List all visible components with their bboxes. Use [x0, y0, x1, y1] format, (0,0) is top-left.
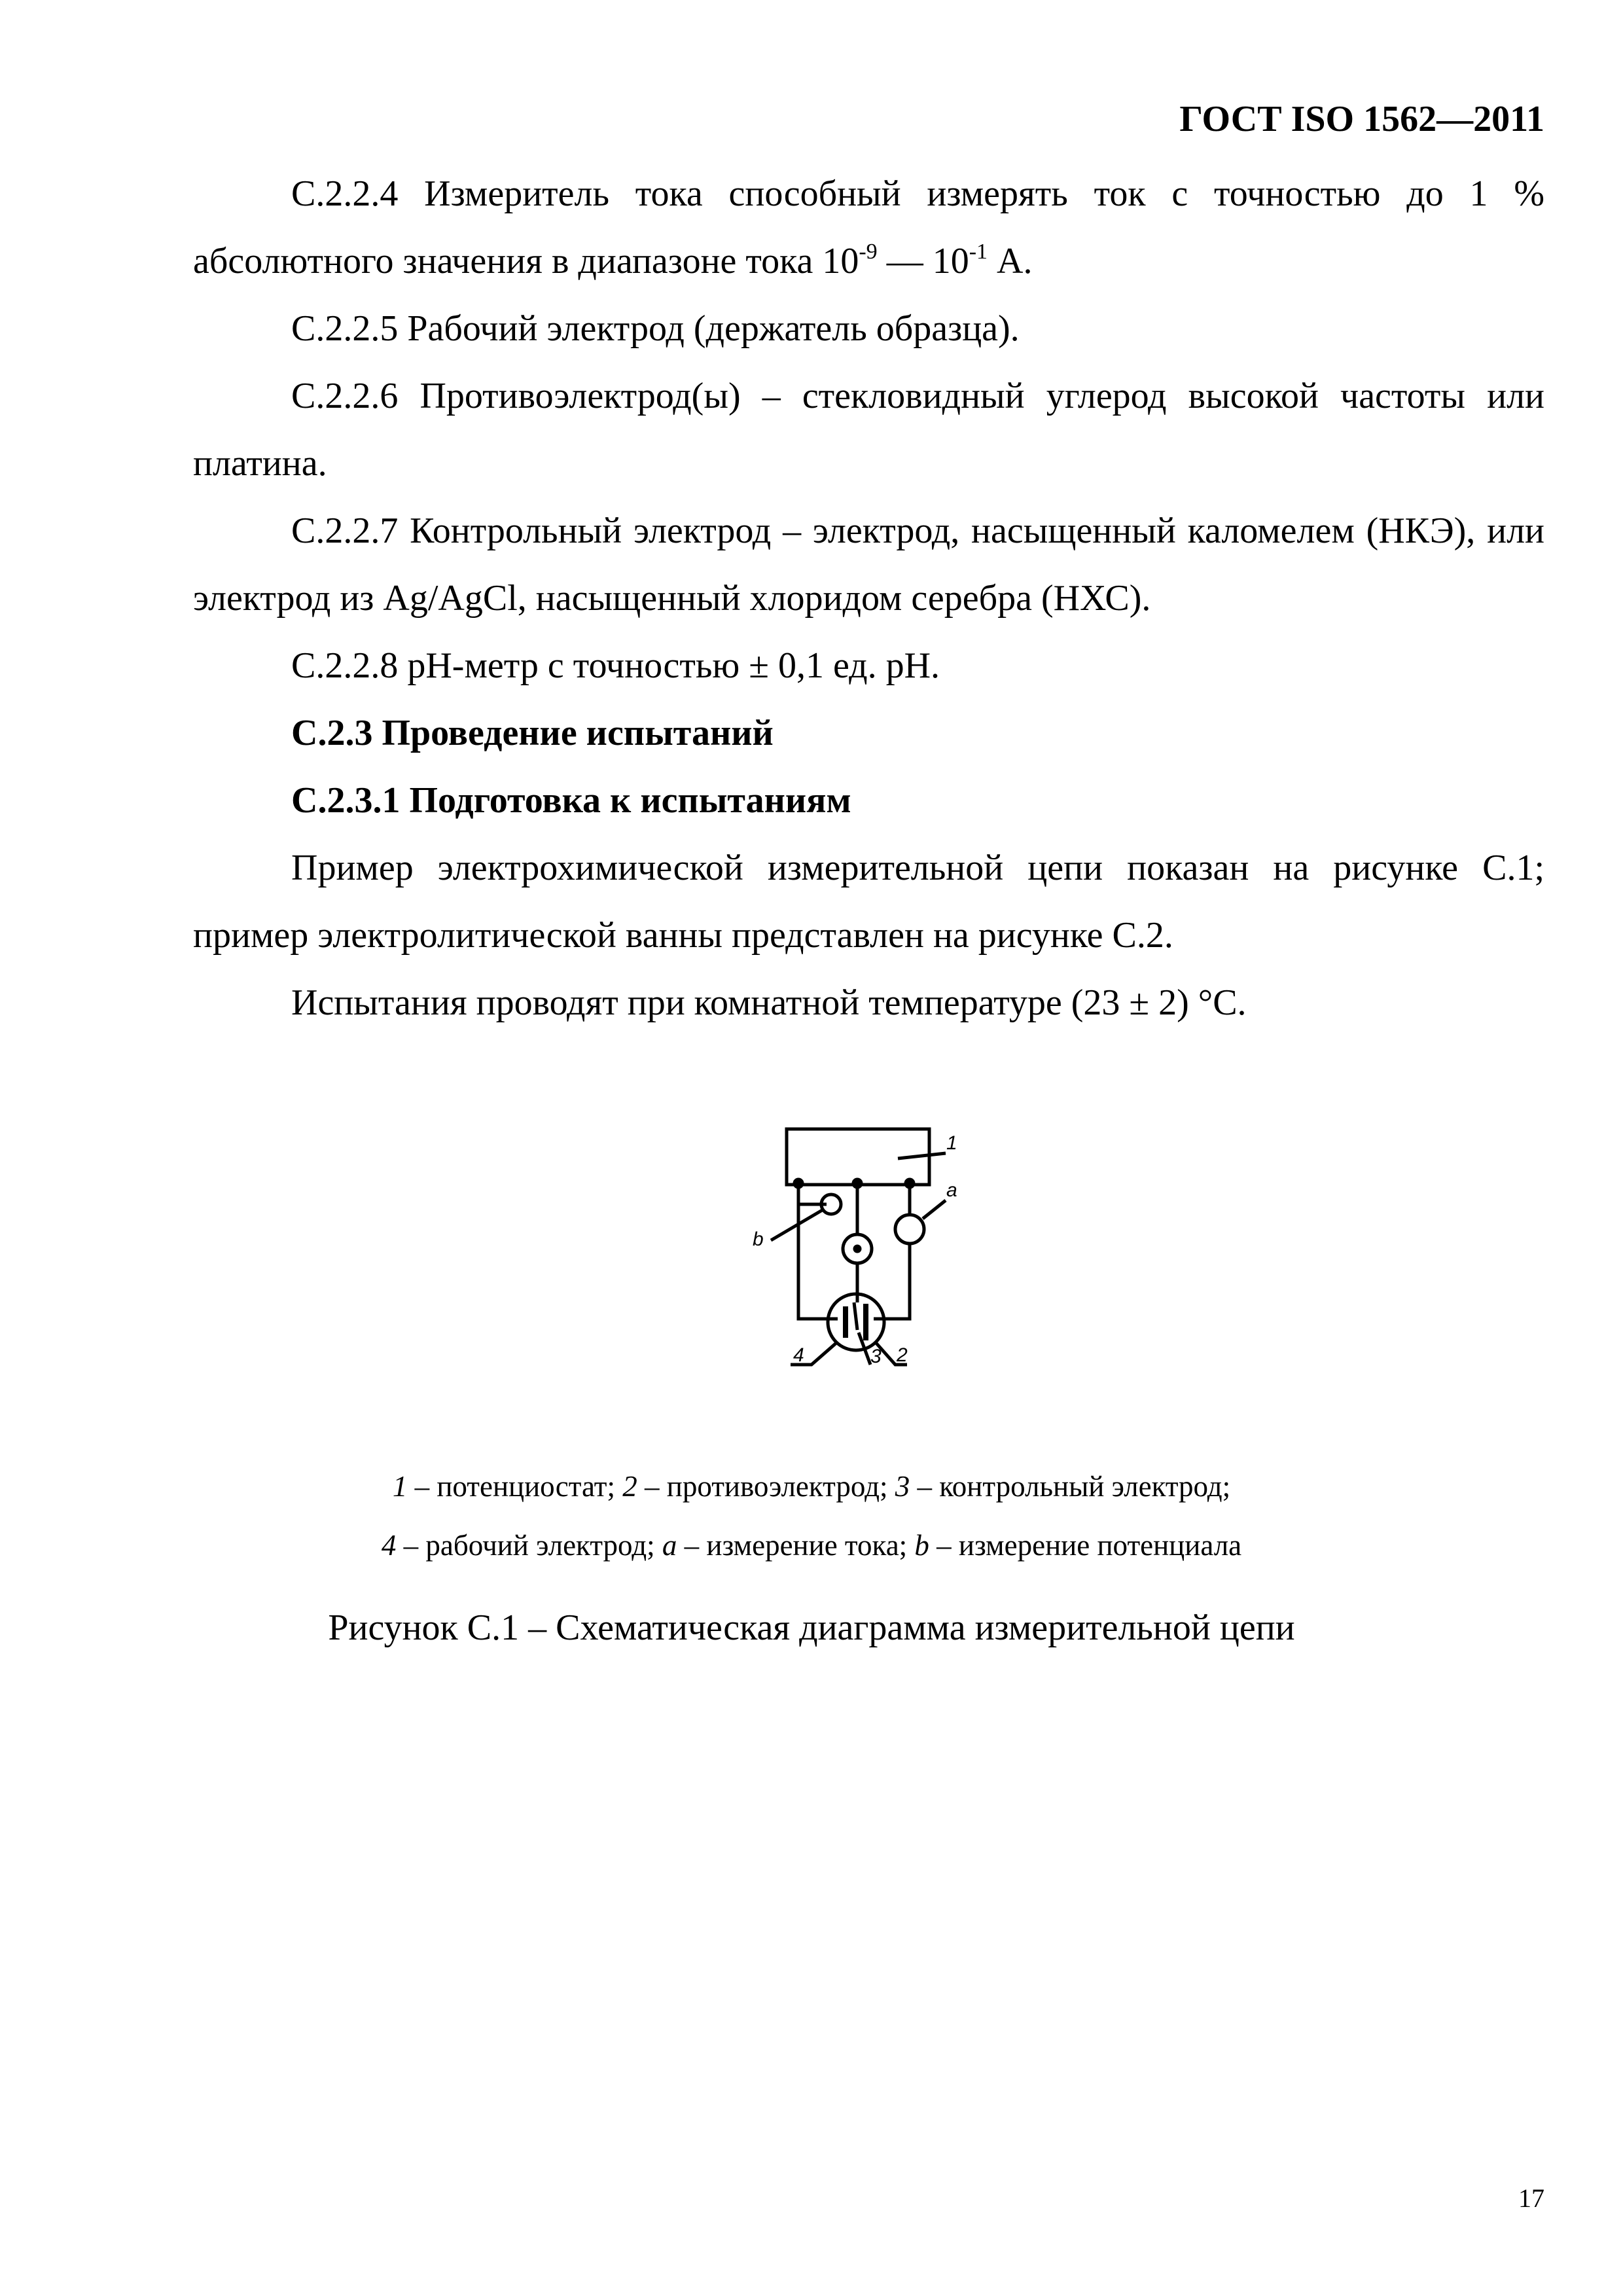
figure-legend-line	[0, 1528, 1623, 1562]
legend-key: 1	[392, 1470, 408, 1503]
legend-value: – противоэлектрод;	[637, 1470, 895, 1503]
leader-line	[923, 1200, 946, 1219]
legend-value: – измерение потенциала	[929, 1529, 1242, 1562]
paragraph-c228: С.2.2.8 рН-метр с точностью ± 0,1 ед. рН.	[291, 645, 940, 686]
subsection-heading: С.2.3.1 Подготовка к испытаниям	[291, 780, 851, 821]
paragraph-c224	[193, 160, 1544, 295]
paragraph-text: А.	[988, 241, 1033, 281]
center-dot	[855, 1246, 860, 1251]
paragraph-text: С.2.2.4 Измеритель тока способный измерять ток с точностью до 1 % абсолютного значения в диапазоне тока 10	[193, 173, 1544, 281]
paragraph-example: Пример электрохимической измерительной цепи показан на рисунке С.1; пример электролитической ванны представлен на рисунке С.2.	[193, 848, 1544, 956]
paragraph-c225: С.2.2.5 Рабочий электрод (держатель образца).	[291, 308, 1020, 349]
callout-label: b	[753, 1229, 764, 1250]
legend-value: – измерение тока;	[677, 1529, 915, 1562]
figure-caption: Рисунок С.1 – Схематическая диаграмма измерительной цепи	[328, 1607, 1295, 1648]
legend-value: – потенциостат;	[407, 1470, 623, 1503]
legend-key: b	[914, 1529, 929, 1562]
legend-key: 2	[622, 1470, 637, 1503]
page-number: 17	[1518, 2183, 1544, 2213]
exponent: -9	[859, 240, 878, 264]
leader-line	[898, 1153, 946, 1158]
legend-key: 3	[895, 1470, 910, 1503]
paragraph-c226: С.2.2.6 Противоэлектрод(ы) – стекловидный углерод высокой частоты или платина.	[193, 376, 1544, 484]
electrode	[854, 1302, 857, 1330]
legend-key: 4	[381, 1529, 397, 1562]
legend-key: a	[662, 1529, 677, 1562]
figure-legend-line	[0, 1469, 1623, 1503]
document-header: ГОСТ ISO 1562—2011	[1179, 99, 1544, 139]
paragraph-temperature: Испытания проводят при комнатной температуре (23 ± 2) °С.	[291, 982, 1247, 1023]
callout-label: 1	[946, 1132, 957, 1154]
legend-value: – рабочий электрод;	[396, 1529, 662, 1562]
callout-label: 2	[897, 1344, 908, 1366]
callout-label: 4	[793, 1344, 804, 1366]
callout-label: 3	[870, 1346, 882, 1367]
section-heading: С.2.3 Проведение испытаний	[291, 713, 774, 753]
paragraph-text: — 10	[877, 241, 969, 281]
main-text	[193, 160, 1544, 1037]
legend-value: – контрольный электрод;	[910, 1470, 1231, 1503]
circuit-diagram	[746, 1100, 1034, 1401]
paragraph-c227: С.2.2.7 Контрольный электрод – электрод, насыщенный каломелем (НКЭ), или электрод из Ag/AgCl, насыщенный хлоридом серебра (НХС).	[193, 511, 1544, 619]
ammeter-circle	[895, 1215, 924, 1244]
callout-label: a	[946, 1179, 957, 1201]
exponent: -1	[969, 240, 988, 264]
